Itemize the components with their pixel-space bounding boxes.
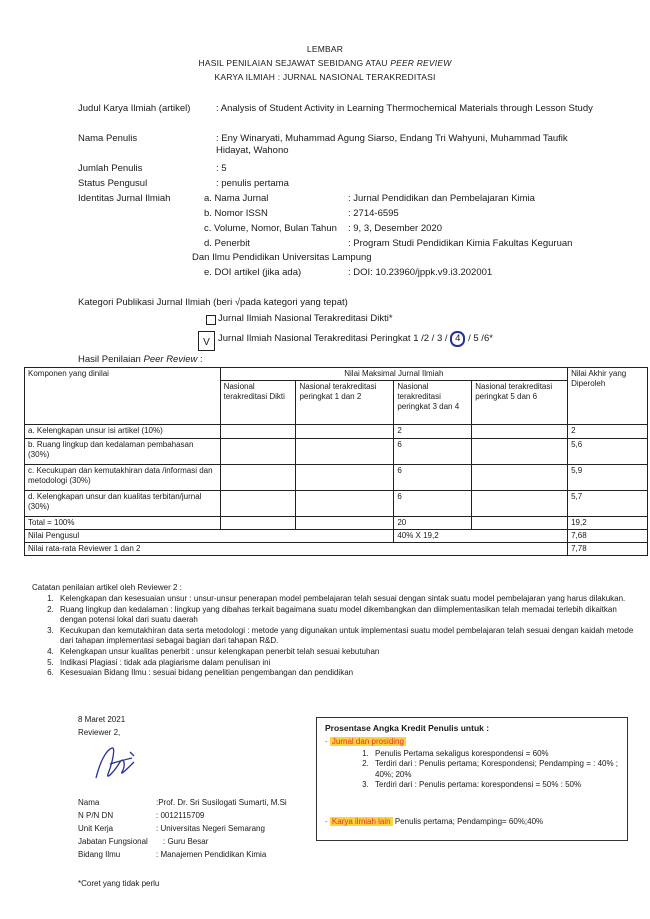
th-komponen: Komponen yang dinilai — [25, 368, 221, 425]
cell-empty — [296, 491, 394, 517]
bullet-dash: - — [325, 817, 328, 826]
hasil-label — [78, 354, 203, 366]
presentase-jurnal — [325, 737, 406, 746]
cell-maks: 6 — [394, 439, 472, 465]
catatan-item: 5. Indikasi Plagiasi : tidak ada plagiarisme dalam penulisan ini — [56, 658, 640, 669]
peringkat-4-circled: 4 — [450, 331, 465, 347]
cell-akhir: 5,9 — [568, 465, 648, 491]
signer-label-nama: Nama — [78, 798, 100, 807]
cell-total-maks: 20 — [394, 517, 472, 530]
value-jumlah-penulis: : 5 — [216, 163, 227, 174]
signer-label-bidang: Bidang Ilmu — [78, 850, 121, 859]
table-row-pengusul — [25, 530, 648, 543]
th-sub-peringkat-34: Nasional terakreditasi peringkat 3 dan 4 — [394, 381, 472, 425]
cell-pengusul-formula: 40% X 19,2 — [394, 530, 568, 543]
catatan-item: 2. Ruang lingkup dan kedalaman : lingkup yang dibahas terkait bagaimana suatu model dikembangkan dan diimplementasikan telah memadai terlebih dikaitkan dengan potensi lokal dari suatu daerah — [56, 605, 640, 626]
header-lembar: LEMBAR — [306, 44, 344, 54]
value-status-pengusul: : penulis pertama — [216, 178, 289, 189]
reviewer-label: Reviewer 2, — [78, 728, 121, 737]
jurnal-prosiding-label: Jurnal dan prosiding — [331, 737, 404, 746]
cell-empty — [472, 425, 568, 439]
cell-empty — [296, 465, 394, 491]
header-title-italic: PEER REVIEW — [390, 58, 452, 68]
cell-empty — [220, 439, 296, 465]
table-row-rata — [25, 543, 648, 556]
signer-label-nip: N P/N DN — [78, 811, 114, 820]
presentase-item: 3. Terdiri dari : Penulis pertama: korespondensi = 50% : 50% — [371, 780, 619, 790]
signer-value-nip: : 0012115709 — [156, 811, 205, 820]
hasil-label-colon: : — [197, 354, 203, 365]
catatan-list — [40, 594, 640, 679]
catatan-item: 6. Kesesuaian Bidang Ilmu : sesuai bidang penelitian pengembangan dan pendidikan — [56, 668, 640, 679]
signer-label-unit: Unit Kerja — [78, 824, 114, 833]
journal-key-doi: e. DOI artikel (jika ada) — [204, 267, 302, 278]
journal-key-issn: b. Nomor ISSN — [204, 208, 268, 219]
cell-akhir: 2 — [568, 425, 648, 439]
cell-komponen: a. Kelengkapan unsur isi artikel (10%) — [25, 425, 221, 439]
kategori-option-dikti: Jurnal Ilmiah Nasional Terakreditasi Dikti* — [218, 313, 393, 324]
table-row — [25, 439, 648, 465]
cell-akhir: 5,6 — [568, 439, 648, 465]
cell-empty — [220, 517, 296, 530]
cell-empty — [472, 439, 568, 465]
journal-key-penerbit: d. Penerbit — [204, 238, 250, 249]
journal-penerbit-continued: Dan Ilmu Pendidikan Universitas Lampung — [192, 252, 372, 263]
journal-value-volume: : 9, 3, Desember 2020 — [348, 223, 442, 234]
value-judul: : Analysis of Student Activity in Learning Thermochemical Materials through Lesson Study — [216, 103, 593, 114]
cell-pengusul-label: Nilai Pengusul — [25, 530, 394, 543]
signer-value-unit: : Universitas Negeri Semarang — [156, 824, 265, 833]
cell-empty — [472, 517, 568, 530]
catatan-item: 1. Kelengkapan dan kesesuaian unsur : unsur-unsur penerapan model pembelajaran telah sesuai dengan sintak suatu model pembelajaran yang harus dilakukan. — [56, 594, 640, 605]
presentase-item: 2. Terdiri dari : Penulis pertama; Korespondensi; Pendamping = : 40% ; 40%; 20% — [371, 759, 619, 780]
header-title — [0, 58, 650, 68]
cell-pengusul-value: 7,68 — [568, 530, 648, 543]
presentase-box — [316, 717, 628, 841]
presentase-jurnal-list — [357, 749, 619, 791]
kategori-peringkat-suffix: / 5 /6* — [468, 333, 493, 344]
presentase-title: Prosentase Angka Kredit Penulis untuk : — [325, 723, 490, 733]
karya-ilmiah-label: Karya ilmiah lain — [331, 817, 391, 826]
table-row — [25, 465, 648, 491]
cell-komponen: c. Kecukupan dan kemutakhiran data /informasi dan metodologi (30%) — [25, 465, 221, 491]
label-judul: Judul Karya Ilmiah (artikel) — [78, 103, 191, 114]
cell-empty — [472, 491, 568, 517]
th-sub-peringkat-56: Nasional terakreditasi peringkat 5 dan 6 — [472, 381, 568, 425]
signature-image — [86, 742, 146, 786]
cell-empty — [296, 517, 394, 530]
cell-komponen: d. Kelengkapan unsur dan kualitas terbitan/jurnal (30%) — [25, 491, 221, 517]
cell-empty — [296, 439, 394, 465]
cell-maks: 2 — [394, 425, 472, 439]
cell-total-akhir: 19,2 — [568, 517, 648, 530]
label-identitas-jurnal: Identitas Jurnal Ilmiah — [78, 193, 171, 204]
header-subtitle: KARYA ILMIAH : JURNAL NASIONAL TERAKREDITASI — [214, 72, 436, 82]
bullet-dash: - — [325, 737, 328, 746]
presentase-item: 1. Penulis Pertama sekaligus korespondensi = 60% — [371, 749, 619, 759]
journal-value-doi: : DOI: 10.23960/jppk.v9.i3.202001 — [348, 267, 493, 278]
signer-value-nama: :Prof. Dr. Sri Susilogati Sumarti, M.Si — [156, 798, 287, 807]
journal-value-penerbit: : Program Studi Pendidikan Kimia Fakultas Keguruan — [348, 238, 573, 249]
catatan-item: 3. Kecukupan dan kemutakhiran data serta metodologi : metode yang digunakan untuk implementasi suatu model pembelajaran telah sesuai dengan kaidah metode dari tahapan implementasi sebagai bagian dari tahapan R&D. — [56, 626, 640, 647]
cell-komponen: b. Ruang lingkup dan kedalaman pembahasan (30%) — [25, 439, 221, 465]
th-sub-peringkat-12: Nasional terakreditasi peringkat 1 dan 2 — [296, 381, 394, 425]
journal-value-nama: : Jurnal Pendidikan dan Pembelajaran Kimia — [348, 193, 535, 204]
value-nama-penulis: : Eny Winaryati, Muhammad Agung Siarso, Endang Tri Wahyuni, Muhammad Taufik Hidayat, Wahono — [216, 133, 568, 156]
date: 8 Maret 2021 — [78, 715, 126, 724]
label-jumlah-penulis: Jumlah Penulis — [78, 163, 143, 174]
cell-empty — [472, 465, 568, 491]
label-nama-penulis: Nama Penulis — [78, 133, 138, 144]
table-row-total — [25, 517, 648, 530]
th-sub-dikti: Nasional terakreditasi Dikti — [220, 381, 296, 425]
cell-rata-label: Nilai rata-rata Reviewer 1 dan 2 — [25, 543, 568, 556]
presentase-karya — [325, 817, 543, 826]
nilai-table — [24, 367, 648, 556]
label-status-pengusul: Status Pengusul — [78, 178, 148, 189]
journal-value-issn: : 2714-6595 — [348, 208, 399, 219]
signer-label-jabatan: Jabatan Fungsional — [78, 837, 148, 846]
kategori-peringkat-text: Jurnal Ilmiah Nasional Terakreditasi Peringkat 1 /2 / 3 / — [218, 333, 448, 344]
cell-maks: 6 — [394, 491, 472, 517]
catatan-item: 4. Kelengkapan unsur kualitas penerbit : unsur kelengkapan penerbit telah sesuai kebutuhan — [56, 647, 640, 658]
cell-maks: 6 — [394, 465, 472, 491]
signer-value-jabatan: : Guru Besar — [163, 837, 209, 846]
cell-empty — [296, 425, 394, 439]
hasil-label-text: Hasil Penilaian — [78, 354, 144, 365]
kategori-title: Kategori Publikasi Jurnal Ilmiah (beri √pada kategori yang tepat) — [78, 297, 348, 308]
th-nilai-maksimal: Nilai Maksimal Jurnal Ilmiah — [220, 368, 568, 381]
checkbox-peringkat[interactable]: V — [198, 331, 215, 351]
karya-ilmiah-text: Penulis pertama; Pendamping= 60%;40% — [394, 817, 544, 826]
journal-key-volume: c. Volume, Nomor, Bulan Tahun — [204, 223, 337, 234]
checkbox-dikti[interactable] — [206, 315, 216, 325]
cell-total-label: Total = 100% — [25, 517, 221, 530]
th-nilai-akhir: Nilai Akhir yang Diperoleh — [568, 368, 648, 425]
cell-akhir: 5,7 — [568, 491, 648, 517]
signer-value-bidang: : Manajemen Pendidikan Kimia — [156, 850, 267, 859]
cell-rata-value: 7,78 — [568, 543, 648, 556]
cell-empty — [220, 425, 296, 439]
catatan-title: Catatan penilaian artikel oleh Reviewer 2 : — [32, 583, 182, 592]
journal-key-nama: a. Nama Jurnal — [204, 193, 269, 204]
cell-empty — [220, 465, 296, 491]
header-title-main: HASIL PENILAIAN SEJAWAT SEBIDANG ATAU — [198, 58, 391, 68]
footnote: *Coret yang tidak perlu — [78, 879, 160, 888]
kategori-option-peringkat — [218, 331, 493, 347]
table-row — [25, 425, 648, 439]
table-row — [25, 491, 648, 517]
hasil-label-italic: Peer Review — [143, 354, 198, 365]
cell-empty — [220, 491, 296, 517]
